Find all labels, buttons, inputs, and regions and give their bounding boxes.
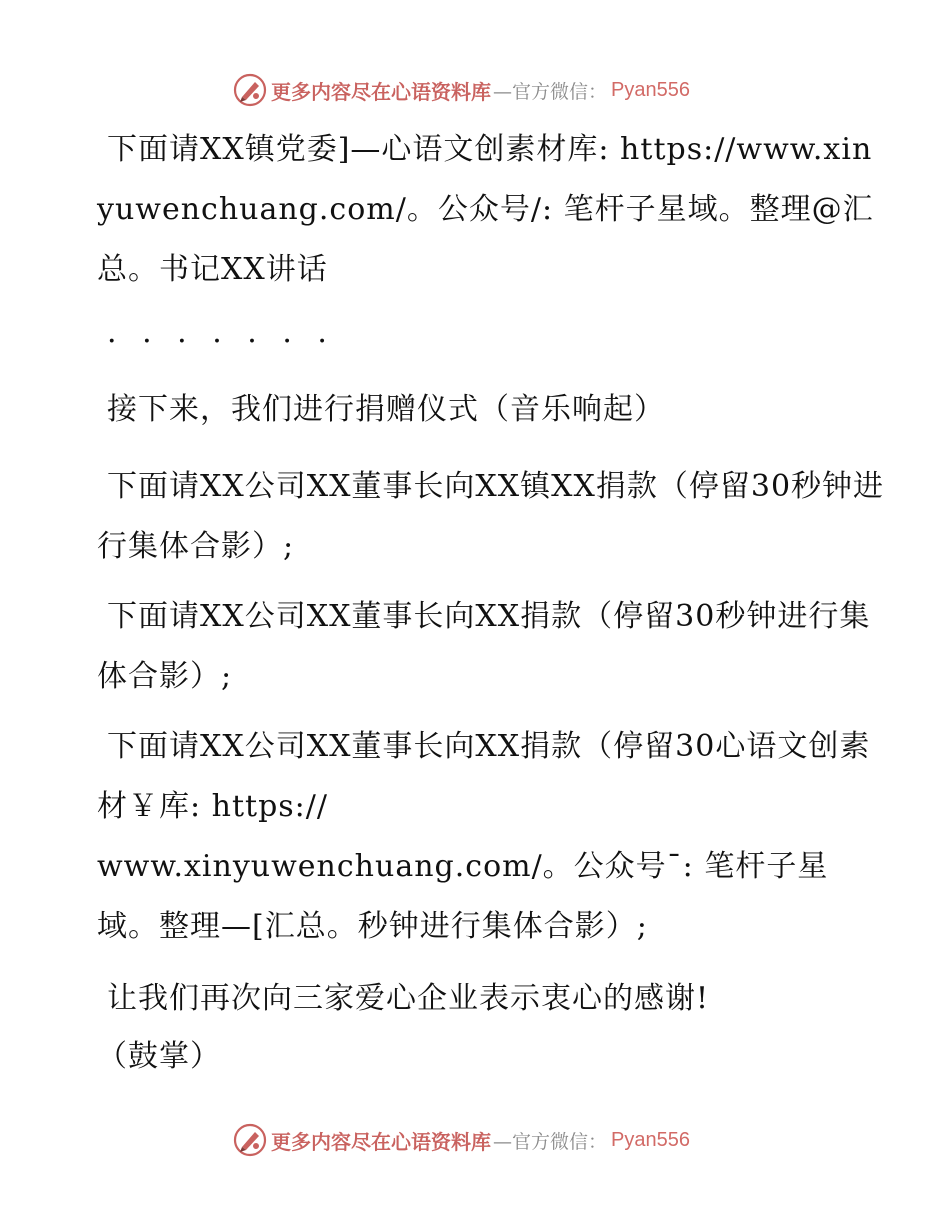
footer-banner: [233, 1122, 690, 1158]
paragraph-donation-2: 下面请XX公司XX董事长向XX捐款（停留30秒钟进行集体合影）;: [97, 599, 871, 694]
paragraph-donation-3: 下面请XX公司XX董事长向XX捐款（停留30心语文创素材￥库: https:// www.xinyuwenchuang.com/。公众号¯: 笔杆子星域。整理—[汇总。秒钟进行集体合影）;: [97, 729, 871, 944]
banner-text: 更多内容尽在心语资料库: [271, 1129, 491, 1154]
paragraph-ellipsis: · · · · · · ·: [107, 324, 335, 359]
pen-logo-icon: [233, 73, 267, 107]
banner-official-label: —官方微信：: [493, 1130, 608, 1153]
paragraph-thanks: 让我们再次向三家爱心企业表示衷心的感谢!: [107, 981, 710, 1016]
banner-official-label: —官方微信：: [493, 80, 608, 103]
paragraph-donation-1: 下面请XX公司XX董事长向XX镇XX捐款（停留30秒钟进行集体合影）;: [97, 469, 885, 564]
pen-logo-icon: [233, 1123, 267, 1157]
header-banner: [233, 72, 690, 108]
banner-text: 更多内容尽在心语资料库: [271, 79, 491, 104]
banner-wechat-id: Pyan556: [611, 78, 690, 101]
paragraph-donation-ceremony: 接下来，我们进行捐赠仪式（音乐响起）: [107, 392, 665, 427]
banner-wechat-id: Pyan556: [611, 1128, 690, 1151]
paragraph-applause: （鼓掌）: [97, 1039, 221, 1074]
paragraph-intro: 下面请XX镇党委]—心语文创素材库: https://www.xinyuwenchuang.com/。公众号/: 笔杆子星域。整理@汇总。书记XX讲话: [97, 132, 874, 287]
